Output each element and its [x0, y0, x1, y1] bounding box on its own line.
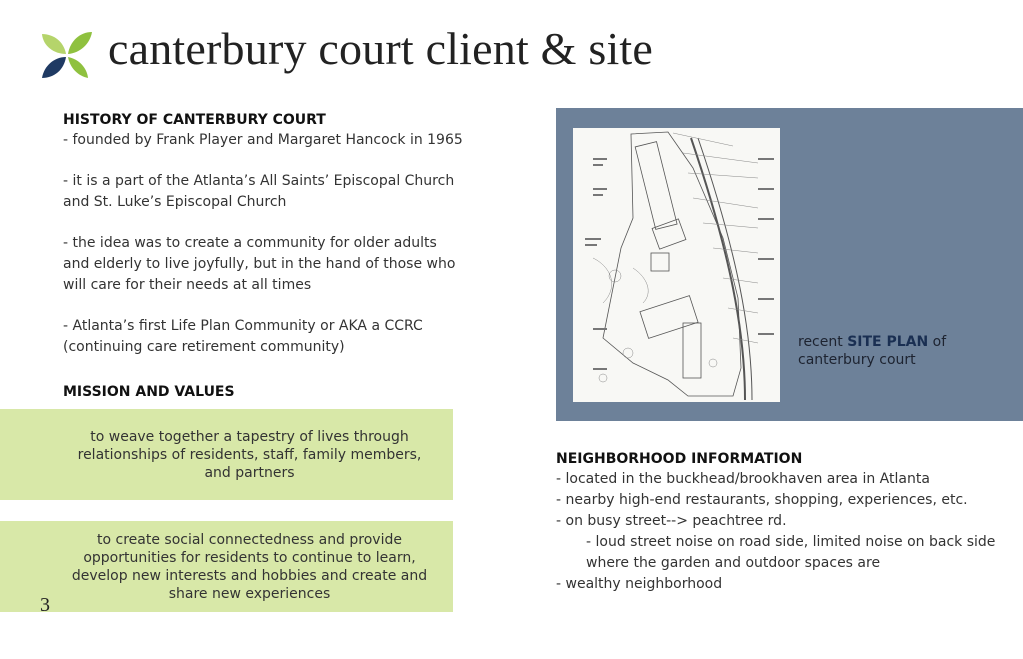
caption-pre: recent — [798, 334, 848, 350]
site-plan-image — [573, 128, 780, 402]
mission-box — [0, 409, 453, 500]
neighborhood-heading: NEIGHBORHOOD INFORMATION — [556, 451, 803, 467]
history-section — [63, 110, 463, 358]
history-item-ccrc: - Atlanta’s first Life Plan Community or AKA a CCRC (continuing care retirement community) — [63, 318, 423, 355]
history-item-idea: - the idea was to create a community for older adults and elderly to live joyfully, but in the hand of those who will care for their needs at all times — [63, 235, 456, 293]
mission-heading: MISSION AND VALUES — [63, 384, 235, 400]
neighborhood-item-street: - on busy street--> peachtree rd. — [556, 513, 787, 529]
page-title: canterbury court client & site — [108, 23, 654, 74]
leaf-logo-icon — [40, 30, 94, 80]
history-item-church: - it is a part of the Atlanta’s All Saints’ Episcopal Church and St. Luke’s Episcopal Church — [63, 173, 455, 210]
neighborhood-item-location: - located in the buckhead/brookhaven area in Atlanta — [556, 471, 930, 487]
mission-text: to weave together a tapestry of lives through relationships of residents, staff, family members, and partners — [77, 428, 422, 481]
neighborhood-item-noise: - loud street noise on road side, limited noise on back side where the garden and outdoor spaces are — [586, 534, 996, 571]
history-item-founded: - founded by Frank Player and Margaret Hancock in 1965 — [63, 132, 463, 148]
neighborhood-item-wealthy: - wealthy neighborhood — [556, 576, 723, 592]
values-text: to create social connectedness and provide opportunities for residents to continue to learn, develop new interests and hobbies and create and share new experiences — [71, 531, 428, 602]
page-number: 3 — [40, 594, 50, 616]
neighborhood-item-nearby: - nearby high-end restaurants, shopping, experiences, etc. — [556, 492, 968, 508]
neighborhood-section — [556, 449, 1016, 595]
values-box — [0, 521, 453, 612]
site-plan-caption — [798, 333, 958, 369]
caption-post: of canterbury court — [798, 334, 947, 368]
history-heading: HISTORY OF CANTERBURY COURT — [63, 112, 326, 128]
caption-highlight: SITE PLAN — [847, 334, 929, 350]
